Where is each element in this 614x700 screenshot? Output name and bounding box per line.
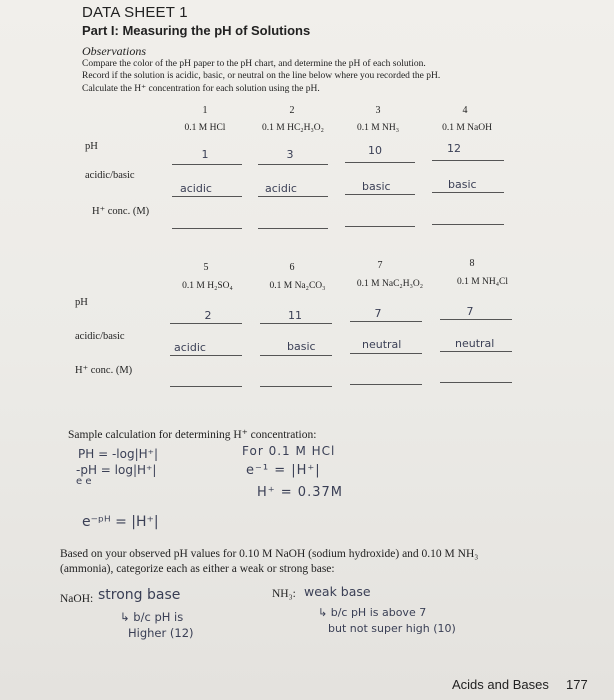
acid-base-value: basic — [362, 180, 391, 193]
answer-line — [350, 384, 422, 385]
answer-line — [260, 355, 332, 356]
answer-line — [350, 353, 422, 354]
sample-heading: Sample calculation for determining H⁺ concentration: — [68, 429, 317, 441]
acid-base-value: neutral — [455, 337, 495, 350]
column-header: 0.1 M HC₂H₃O₂ — [262, 123, 324, 133]
answer-line — [260, 323, 332, 324]
answer-line — [260, 386, 332, 387]
calc-line: H⁺ = 0.37M — [257, 485, 343, 500]
naoh-label: NaOH: — [60, 593, 94, 605]
answer-line — [440, 319, 512, 320]
row-label-acidic-basic: acidic/basic — [85, 170, 135, 181]
column-header: 0.1 M Na₂CO₃ — [269, 281, 326, 291]
nh3-answer: weak base — [304, 584, 371, 599]
question-text: Based on your observed pH values for 0.10 M NaOH (sodium hydroxide) and 0.10 M NH₃ — [60, 548, 479, 560]
ph-value: 12 — [447, 142, 461, 155]
row-label-ph: pH — [75, 297, 88, 308]
nh3-label: NH₃: — [272, 588, 296, 600]
column-number: 1 — [202, 105, 208, 116]
answer-line — [170, 323, 242, 324]
nh3-reason: ↳ b/c pH is above 7 — [318, 606, 427, 619]
answer-line — [172, 164, 242, 165]
answer-line — [170, 355, 242, 356]
answer-line — [170, 386, 242, 387]
column-header: 0.1 M HCl — [184, 123, 226, 133]
ph-value: 7 — [466, 305, 474, 318]
answer-line — [440, 351, 512, 352]
page-number: 177 — [566, 677, 588, 692]
acid-base-value: basic — [287, 340, 316, 353]
column-number: 3 — [375, 105, 381, 116]
ph-value: 3 — [286, 148, 294, 161]
naoh-reason: Higher (12) — [128, 626, 194, 640]
acid-base-value: acidic — [180, 182, 212, 195]
calc-line: -pH = log|H⁺| — [76, 463, 157, 477]
column-number: 8 — [469, 258, 475, 269]
answer-line — [345, 162, 415, 163]
row-label-h-conc: H⁺ conc. (M) — [92, 206, 150, 217]
column-number: 6 — [289, 262, 295, 273]
answer-line — [345, 226, 415, 227]
column-number: 7 — [377, 260, 383, 271]
instruction-line: Compare the color of the pH paper to the pH chart, and determine the pH of each solution. — [82, 59, 426, 69]
ph-value: 2 — [204, 309, 212, 322]
column-number: 4 — [462, 105, 468, 116]
instruction-line: Record if the solution is acidic, basic, or neutral on the line below where you recorded the pH. — [82, 71, 441, 81]
answer-line — [432, 224, 504, 225]
acid-base-value: acidic — [265, 182, 297, 195]
calc-line: PH = -log|H⁺| — [78, 447, 159, 461]
calc-line: e⁻ᵖᴴ = |H⁺| — [82, 514, 159, 530]
column-number: 5 — [203, 262, 209, 273]
footer-section: Acids and Bases — [452, 677, 549, 692]
calc-line: e e — [76, 476, 92, 487]
answer-line — [258, 164, 328, 165]
column-number: 2 — [289, 105, 295, 116]
answer-line — [258, 196, 328, 197]
column-header: 0.1 M NaOH — [442, 123, 492, 133]
answer-line — [440, 382, 512, 383]
ph-value: 11 — [288, 309, 302, 322]
ph-value: 10 — [368, 144, 382, 157]
column-header: 0.1 M NaC₂H₃O₂ — [356, 279, 424, 289]
part-heading: Part I: Measuring the pH of Solutions — [82, 23, 311, 38]
calc-line: For 0.1 M HCl — [242, 444, 336, 458]
ph-value: 7 — [374, 307, 382, 320]
naoh-reason: ↳ b/c pH is — [120, 610, 184, 624]
column-header: 0.1 M NH₄Cl — [456, 277, 509, 287]
answer-line — [258, 228, 328, 229]
row-label-acidic-basic: acidic/basic — [75, 331, 125, 342]
answer-line — [172, 228, 242, 229]
nh3-reason: but not super high (10) — [328, 622, 456, 635]
acid-base-value: basic — [448, 178, 477, 191]
calc-line: e⁻¹ = |H⁺| — [246, 463, 321, 478]
answer-line — [350, 321, 422, 322]
question-text: (ammonia), categorize each as either a weak or strong base: — [60, 563, 335, 575]
instruction-line: Calculate the H⁺ concentration for each solution using the pH. — [82, 84, 320, 94]
sheet-title: DATA SHEET 1 — [82, 4, 188, 21]
naoh-answer: strong base — [98, 587, 181, 603]
row-label-h-conc: H⁺ conc. (M) — [75, 365, 133, 376]
answer-line — [345, 194, 415, 195]
acid-base-value: acidic — [174, 341, 206, 354]
ph-value: 1 — [201, 148, 209, 161]
row-label-ph: pH — [85, 141, 98, 152]
answer-line — [432, 192, 504, 193]
observations-heading: Observations — [82, 44, 146, 58]
column-header: 0.1 M H₂SO₄ — [182, 281, 233, 291]
acid-base-value: neutral — [362, 338, 402, 351]
answer-line — [172, 196, 242, 197]
answer-line — [432, 160, 504, 161]
column-header: 0.1 M NH₃ — [356, 123, 400, 133]
